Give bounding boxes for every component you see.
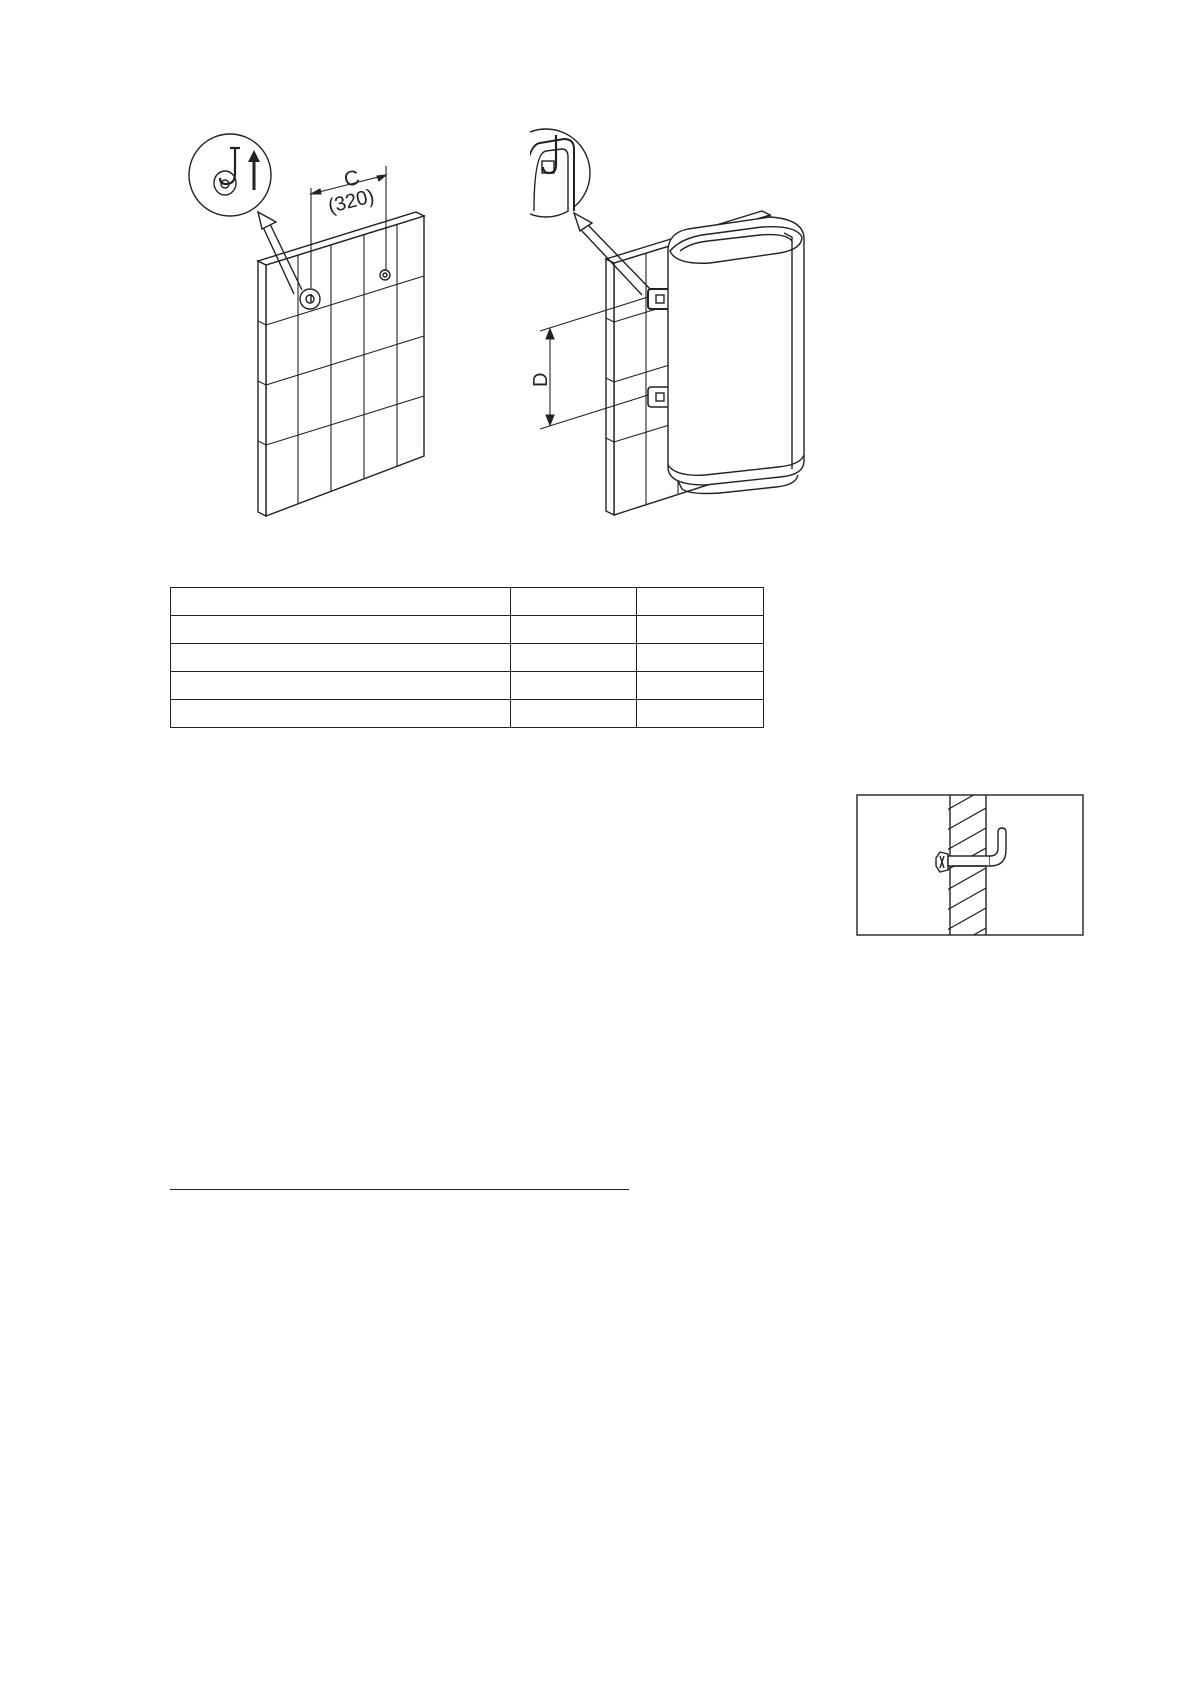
- anchor-bolt-detail-figure: [856, 794, 1084, 936]
- table-cell: [511, 700, 637, 728]
- wall-hooks-spacing-figure: [180, 130, 450, 530]
- anchor-bolt-icon: [936, 828, 1006, 872]
- table-cell: [511, 588, 637, 616]
- table-row: [171, 700, 764, 728]
- table-row: [171, 616, 764, 644]
- table-cell: [171, 700, 511, 728]
- table-cell: [171, 644, 511, 672]
- table-cell: [171, 616, 511, 644]
- heater-mounted-figure: [530, 125, 850, 525]
- table-cell: [637, 588, 764, 616]
- tiled-wall-side: [258, 261, 266, 516]
- table-cell: [171, 588, 511, 616]
- section-divider: [170, 1189, 629, 1190]
- dimension-c-value: (320): [325, 185, 377, 218]
- table-row: [171, 644, 764, 672]
- hook-detail-circle: [189, 134, 271, 216]
- table-cell: [637, 672, 764, 700]
- dimension-c-letter: C: [341, 165, 362, 192]
- dimension-d-letter: D: [530, 372, 552, 387]
- wall-hook-left: [300, 289, 320, 309]
- table-cell: [511, 644, 637, 672]
- wall-hook-right: [380, 270, 390, 280]
- table-row: [171, 672, 764, 700]
- dimensions-table: [170, 587, 764, 728]
- table-row: [171, 588, 764, 616]
- table-cell: [511, 672, 637, 700]
- table-cell: [637, 700, 764, 728]
- tiled-wall-side: [606, 259, 614, 515]
- tiled-wall-front: [266, 216, 424, 516]
- table-cell: [637, 644, 764, 672]
- table-cell: [511, 616, 637, 644]
- table-cell: [637, 616, 764, 644]
- table-cell: [171, 672, 511, 700]
- bracket-detail-circle: [530, 129, 590, 217]
- water-heater-tank: [668, 217, 804, 494]
